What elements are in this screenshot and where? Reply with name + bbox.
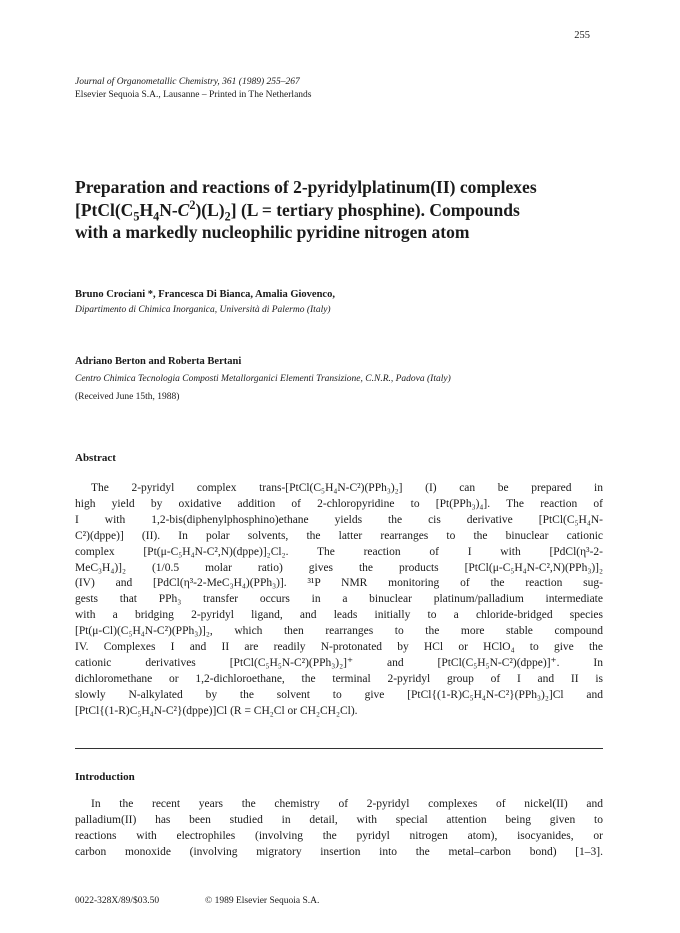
- title-line-3: with a markedly nucleophilic pyridine nitrogen atom: [75, 222, 470, 242]
- affiliation-2: Centro Chimica Tecnologia Composti Metallorganici Elementi Transizione, C.N.R., Padova (Italy): [75, 374, 451, 384]
- article-title: [75, 176, 615, 244]
- abstract-line: cationic derivatives [PtCl(C₅H₅N-C²)(PPh₃)₂]⁺ and [PtCl(C₅H₅N-C²)(dppe)]⁺. In: [75, 656, 603, 669]
- abstract-line: C²)(dppe)] (II). In polar solvents, the latter rearranges to the binuclear cationic: [75, 529, 603, 542]
- intro-line: reactions with electrophiles (involving the pyridyl nitrogen atom), isocyanides, or: [75, 829, 603, 842]
- introduction-heading: Introduction: [75, 771, 135, 783]
- abstract-line: MeC₃H₄)]₂ (1/0.5 molar ratio) gives the products [PtCl(μ-C₅H₄N-C²,N)(PPh₃)]₂: [75, 561, 603, 574]
- intro-line: carbon monoxide (involving migratory insertion into the metal–carbon bond) [1–3].: [75, 845, 603, 858]
- intro-line: In the recent years the chemistry of 2-pyridyl complexes of nickel(II) and: [91, 798, 603, 810]
- received-date: (Received June 15th, 1988): [75, 392, 180, 402]
- abstract-line: The 2-pyridyl complex trans-[PtCl(C₅H₄N-C²)(PPh₃)₂] (I) can be prepared in: [91, 482, 603, 494]
- footer-copyright: © 1989 Elsevier Sequoia S.A.: [205, 896, 320, 906]
- abstract-line: (IV) and [PdCl(η³-2-MeC₃H₄)(PPh₃)]. ³¹P NMR monitoring of the reaction sug-: [75, 577, 603, 590]
- abstract-body: [75, 481, 603, 720]
- title-line-1: Preparation and reactions of 2-pyridylplatinum(II) complexes: [75, 177, 537, 197]
- abstract-line: [PtCl{(1-R)C₅H₄N-C²}(dppe)]Cl (R = CH₂Cl or CH₂CH₂Cl).: [75, 704, 358, 717]
- abstract-line: slowly N-alkylated by the solvent to give [PtCl{(1-R)C₅H₄N-C²}(PPh₃)₂]Cl and: [75, 688, 603, 701]
- abstract-line: [Pt(μ-Cl)(C₅H₄N-C²)(PPh₃)]₂, which then rearranges to the more stable compound: [75, 625, 603, 638]
- page-number: 255: [574, 30, 590, 41]
- introduction-body: [75, 797, 603, 861]
- publisher-line: Elsevier Sequoia S.A., Lausanne – Printed in The Netherlands: [75, 90, 312, 100]
- section-divider: [75, 748, 603, 749]
- abstract-line: gests that PPh₃ transfer occurs in a binuclear platinum/palladium intermediate: [75, 593, 603, 606]
- footer-issn-price: 0022-328X/89/$03.50: [75, 896, 160, 906]
- abstract-line: I with 1,2-bis(diphenylphosphino)ethane yields the cis derivative [PtCl(C₅H₄N-: [75, 513, 603, 526]
- abstract-line: dichloromethane or 1,2-dichloroethane, the terminal 2-pyridyl group of I and II is: [75, 672, 603, 685]
- intro-line: palladium(II) has been studied in detail, with special attention being given to: [75, 813, 603, 826]
- abstract-line: with a bridging 2-pyridyl ligand, and leads initially to a chloride-bridged species: [75, 609, 603, 622]
- abstract-line: high yield by oxidative addition of 2-chloropyridine to [Pt(PPh₃)₄]. The reaction of: [75, 497, 603, 510]
- author-list-2: Adriano Berton and Roberta Bertani: [75, 356, 242, 367]
- affiliation-1: Dipartimento di Chimica Inorganica, Università di Palermo (Italy): [75, 305, 331, 315]
- abstract-heading: Abstract: [75, 452, 116, 464]
- journal-citation: Journal of Organometallic Chemistry, 361 (1989) 255–267: [75, 77, 300, 87]
- title-line-2: $[PtCl(C_5H_4N-C^2)(L)_2] (L$ = tertiary phosphine). Compounds: [75, 197, 520, 223]
- abstract-line: complex [Pt(μ-C₅H₄N-C²,N)(dppe)]₂Cl₂. The reaction of I with [PdCl(η³-2-: [75, 545, 603, 558]
- abstract-line: IV. Complexes I and II are readily N-protonated by HCl or HClO₄ to give the: [75, 641, 603, 654]
- author-list-1: Bruno Crociani *, Francesca Di Bianca, Amalia Giovenco,: [75, 289, 335, 300]
